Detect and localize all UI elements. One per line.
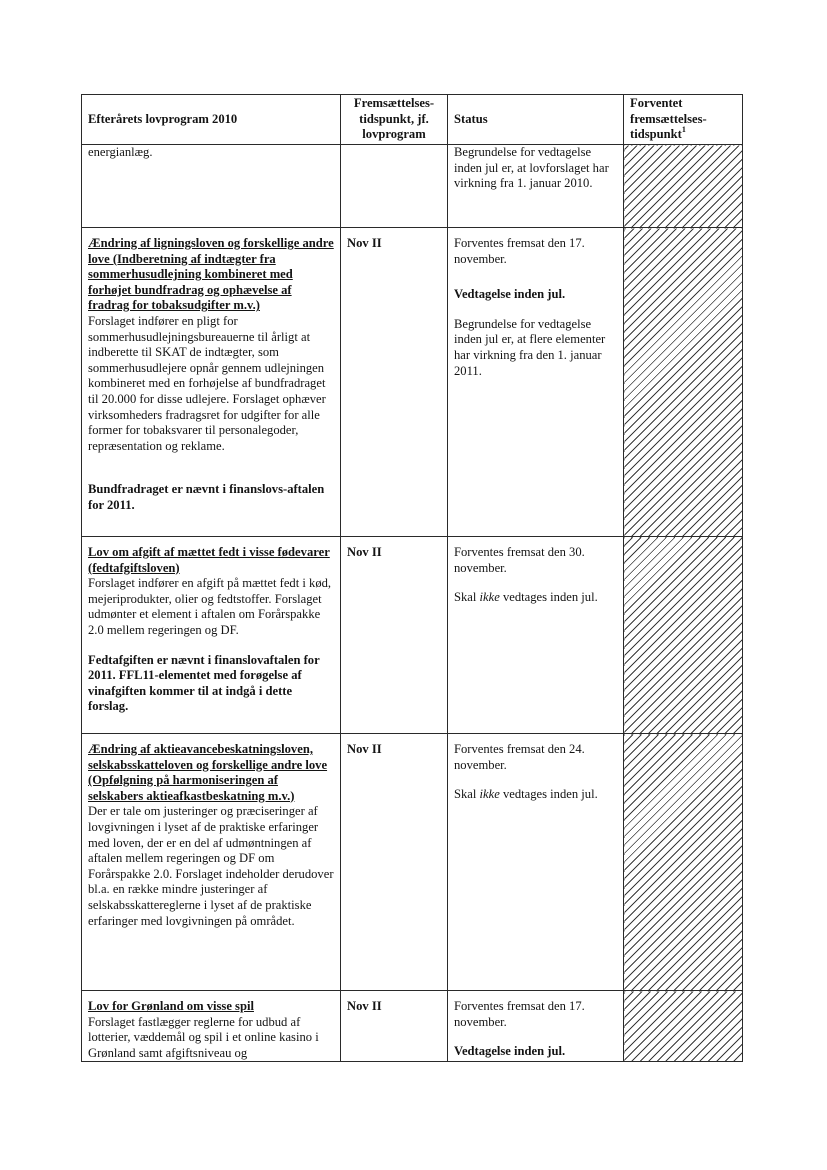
table-row: [82, 991, 743, 1062]
row-timing: [341, 537, 448, 734]
row-timing: [341, 145, 448, 228]
row-status: [448, 228, 624, 537]
table-row: [82, 537, 743, 734]
row-description-text: energianlæg.: [88, 145, 153, 159]
header-status: [448, 95, 624, 145]
bill-description: Forslaget fastlægger reglerne for udbud af lotterier, væddemål og spil i et online kasino i Grønland samt afgiftsniveau og: [88, 1014, 319, 1060]
status-expected: Forventes fremsat den 17. november.: [454, 236, 585, 266]
header-program: [82, 95, 341, 145]
status-adoption-pre: Skal: [454, 787, 480, 802]
header-expected-line-2: fremsættelses-: [630, 111, 707, 126]
status-expected: Forventes fremsat den 30. november.: [454, 545, 585, 575]
row-timing: [341, 228, 448, 537]
status-adoption-post: vedtages inden jul.: [499, 590, 598, 605]
header-timing-line-3: lovprogram: [362, 127, 426, 142]
table-row: [82, 734, 743, 991]
header-expected-line-3-text: tidspunkt: [630, 127, 682, 142]
row-description: [82, 991, 341, 1062]
header-timing: [341, 95, 448, 145]
row-status: [448, 734, 624, 991]
hatched-cell: [624, 537, 743, 734]
row-description: [82, 145, 341, 228]
status-adoption: Vedtagelse inden jul.: [454, 287, 566, 302]
table-row: [82, 145, 743, 228]
bill-title: Lov for Grønland om visse spil: [88, 999, 254, 1013]
row-timing: [341, 991, 448, 1062]
status-reason: Begrundelse for vedtagelse inden jul er, at lovforslaget har virkning fra 1. januar 2010.: [454, 145, 609, 191]
timing-value: Nov II: [347, 236, 382, 250]
bill-description: Forslaget indfører en pligt for sommerhusudlejningsbureauerne til årligt at indberette til SKAT de indtægter, som sommerhusudlejere opnår gennem udlejningen kombineret med en forhøjelse af bundfradraget til 20.000 for disse udlejere. Forslaget ophæver virksomheders fradragsret for udgifter for alle former for tobaksvarer til personalegoder, repræsentation og reklame.: [88, 313, 326, 453]
bill-title: Lov om afgift af mættet fedt i visse fødevarer (fedtafgiftsloven): [88, 545, 330, 575]
hatched-cell: [624, 734, 743, 991]
bill-description: Forslaget indfører en afgift på mættet fedt i kød, mejeriprodukter, olier og fedtstoffer. Forslaget udmønter et element i aftalen om Forårspakke 2.0 mellem regeringen og DF.: [88, 576, 332, 637]
bill-title: Ændring af aktieavancebeskatningsloven, selskabsskatteloven og forskellige andre love (Opfølgning på harmoniseringen af selskabers aktieafkastbeskatning m.v.): [88, 742, 328, 803]
legislation-table: [81, 94, 743, 1062]
table-row: [82, 228, 743, 537]
timing-value: Nov II: [347, 742, 382, 756]
bill-description: Der er tale om justeringer og præciseringer af lovgivningen i lyset af de praktiske erfaringer med loven, der er en del af udmøntningen af aftalen mellem regeringen og DF om Forårspakke 2.0. Forslaget indeholder derudover bl.a. en række mindre justeringer af selskabsskattereglerne i lyset af de praktiske erfaringer med lovgivningen på området.: [88, 804, 334, 928]
row-timing: [341, 734, 448, 991]
status-expected: Forventes fremsat den 17. november.: [454, 999, 585, 1029]
status-expected: Forventes fremsat den 24. november.: [454, 742, 585, 772]
status-adoption-post: vedtages inden jul.: [499, 787, 598, 802]
row-status: [448, 537, 624, 734]
table-header-row: [82, 95, 743, 145]
bill-note: Fedtafgiften er nævnt i finanslovaftalen for 2011. FFL11-elementet med forøgelse af vinafgiften kommer til at indgå i dette forslag.: [88, 652, 320, 714]
status-adoption-emphasis: ikke: [479, 787, 500, 802]
status-adoption: [454, 787, 617, 803]
header-expected-line-1: Forventet: [630, 96, 683, 111]
hatched-cell: [624, 228, 743, 537]
row-description: [82, 537, 341, 734]
status-adoption-emphasis: ikke: [479, 590, 500, 605]
timing-value: Nov II: [347, 545, 382, 559]
status-reason: Begrundelse for vedtagelse inden jul er, at flere elementer har virkning fra den 1. januar 2011.: [454, 316, 606, 378]
row-status: [448, 991, 624, 1062]
status-adoption: [454, 590, 617, 606]
header-program-label: Efterårets lovprogram 2010: [88, 111, 238, 126]
header-expected: [624, 95, 743, 145]
status-adoption: Vedtagelse inden jul.: [454, 1044, 566, 1059]
bill-note: Bundfradraget er nævnt i finanslovs-aftalen for 2011.: [88, 482, 325, 512]
header-expected-line-3: [630, 127, 736, 143]
header-timing-line-2: tidspunkt, jf.: [359, 111, 429, 126]
timing-value: Nov II: [347, 999, 382, 1013]
row-description: [82, 734, 341, 991]
row-description: [82, 228, 341, 537]
status-adoption-pre: Skal: [454, 590, 480, 605]
footnote-marker: 1: [681, 125, 686, 135]
row-status: [448, 145, 624, 228]
hatched-cell: [624, 991, 743, 1062]
header-status-label: Status: [454, 111, 488, 126]
bill-title: Ændring af ligningsloven og forskellige andre love (Indberetning af indtægter fra sommerhusudlejning kombineret med forhøjet bundfradrag og ophævelse af fradrag for tobaksudgifter m.v.): [88, 236, 334, 313]
hatched-cell: [624, 145, 743, 228]
header-timing-line-1: Fremsættelses-: [353, 96, 435, 111]
